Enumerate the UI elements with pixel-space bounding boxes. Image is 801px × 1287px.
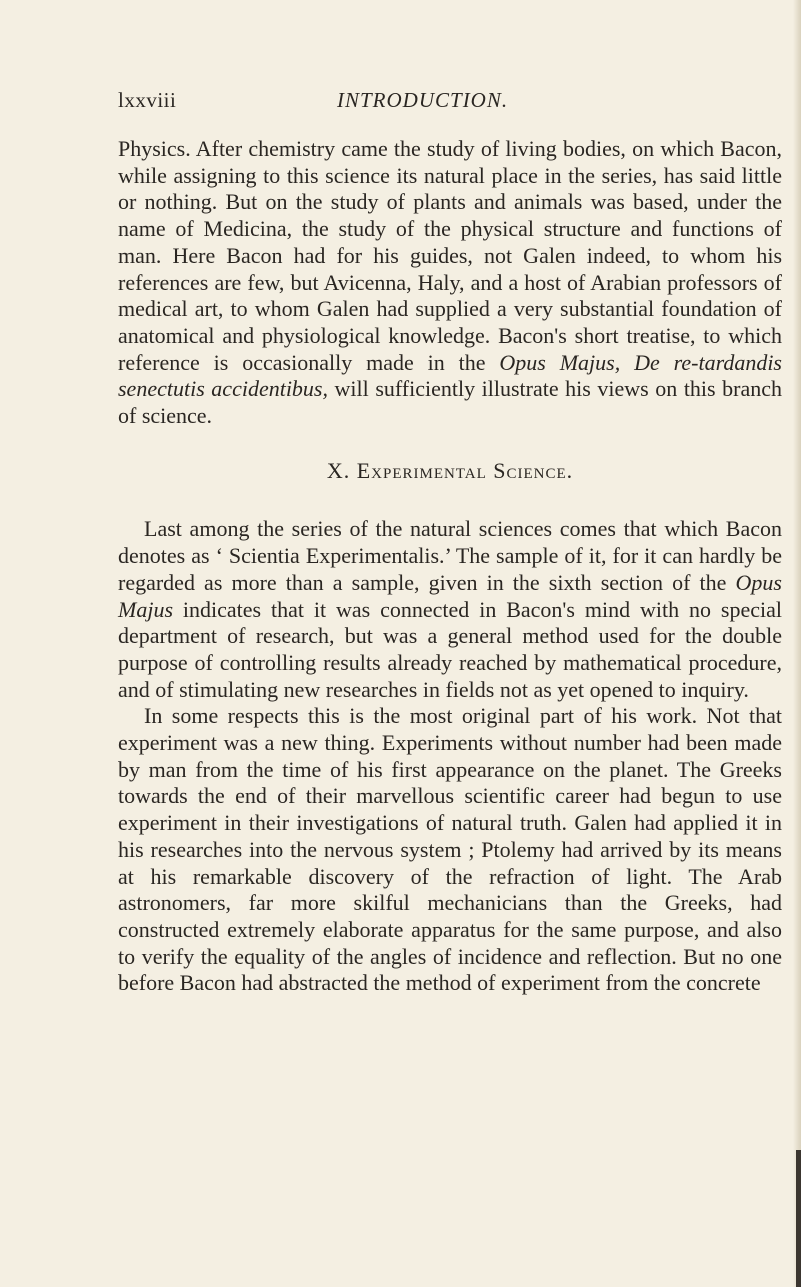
- body-text: [118, 136, 782, 997]
- page-edge: [793, 0, 801, 1287]
- section-heading: X. Experimental Science.: [326, 457, 574, 483]
- italic-title: Opus Majus: [118, 569, 782, 622]
- paragraph-original: In some respects this is the most original part of his work. Not that experiment was a new thing. Experiments without number had been made by man from the time of his first appearance on the planet. The Greeks towards the end of their marvellous scientific career had begun to use experiment in their investigations of natural truth. Galen had applied it in his researches into the nervous system ; Ptolemy had arrived by its means at his remarkable discovery of the refraction of light. The Arab astronomers, far more skilful mechanicians than the Greeks, had constructed extremely elaborate apparatus for the same purpose, and also to verify the equality of the angles of incidence and reflection. But no one before Bacon had abstracted the method of experiment from the concrete: [118, 703, 782, 996]
- paragraph-text: Last among the series of the natural sciences comes that which Bacon denotes as ‘ Scientia Experimentalis.’ The sample of it, for it can hardly be regarded as more than a sample, given in the sixth section of the: [118, 516, 782, 595]
- italic-title: Opus Majus, De re-tardandis senectutis accidentibus,: [118, 349, 782, 402]
- paragraph-text: indicates that it was connected in Bacon's mind with no special department of research, but was a general method used for the double purpose of controlling results already reached by mathematical procedure, and of stimulating new researches in fields not as yet opened to inquiry.: [118, 596, 782, 702]
- paragraph-text: Physics. After chemistry came the study of living bodies, on which Bacon, while assigning to this science its natural place in the series, has said little or nothing. But on the study of plants and animals was based, under the name of Medicina, the study of the physical structure and functions of man. Here Bacon had for his guides, not Galen indeed, to whom his references are few, but Avicenna, Haly, and a host of Arabian professors of medical art, to whom Galen had supplied a very substantial foundation of anatomical and physiological knowledge. Bacon's short treatise, to which reference is occasionally made in the: [118, 136, 782, 375]
- paragraph-experimental: [118, 516, 782, 703]
- page-number: lxxviii: [118, 88, 177, 112]
- running-title: INTRODUCTION.: [337, 88, 509, 112]
- running-header: [118, 88, 688, 118]
- page-edge-mark: [796, 1150, 801, 1287]
- paragraph-physics: [118, 136, 782, 430]
- paragraph-text: will sufficiently illustrate his views on this branch of science.: [118, 376, 783, 429]
